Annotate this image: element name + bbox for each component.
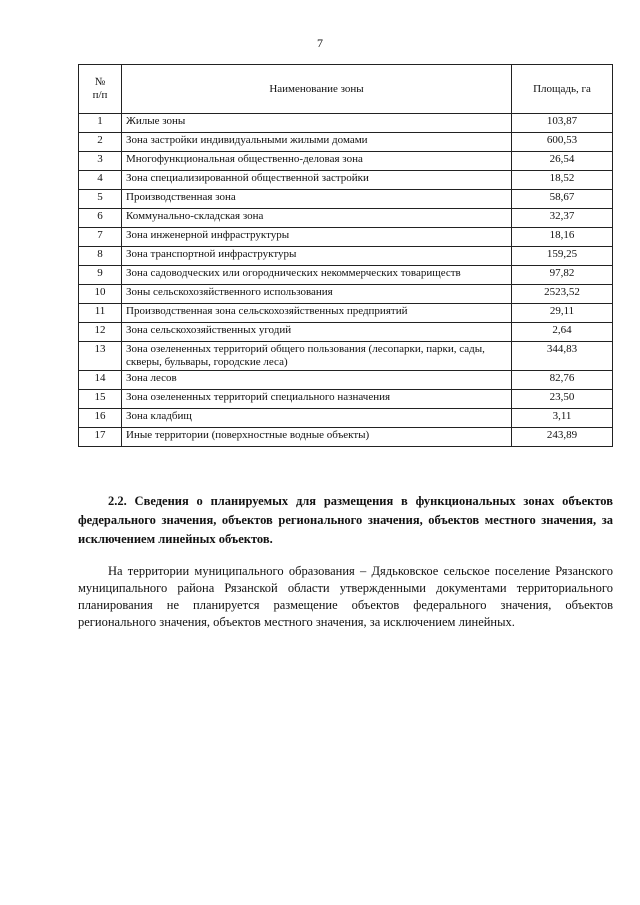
row-area: 344,83 [512,342,613,371]
row-number: 5 [79,190,122,209]
row-number: 2 [79,133,122,152]
row-zone-name: Зона озелененных территорий специального назначения [122,390,512,409]
row-area: 243,89 [512,428,613,447]
row-area: 32,37 [512,209,613,228]
section-heading: 2.2. Сведения о планируемых для размещения в функциональных зонах объектов федерального значения, объектов регионального значения, объектов местного значения, за исключением линейных объектов. [78,494,613,546]
table-row [79,304,613,323]
row-number: 14 [79,371,122,390]
table-row [79,409,613,428]
row-number: 4 [79,171,122,190]
row-area: 26,54 [512,152,613,171]
row-number: 16 [79,409,122,428]
row-zone-name: Производственная зона [122,190,512,209]
row-zone-name: Производственная зона сельскохозяйственных предприятий [122,304,512,323]
row-area: 97,82 [512,266,613,285]
row-zone-name: Зона специализированной общественной застройки [122,171,512,190]
header-number: № п/п [79,65,122,114]
row-zone-name: Зона транспортной инфраструктуры [122,247,512,266]
row-area: 18,52 [512,171,613,190]
table-row [79,228,613,247]
row-number: 11 [79,304,122,323]
row-number: 7 [79,228,122,247]
row-zone-name: Зона лесов [122,371,512,390]
table-row [79,342,613,371]
row-area: 159,25 [512,247,613,266]
table-row [79,209,613,228]
row-number: 1 [79,114,122,133]
row-number: 9 [79,266,122,285]
table-row [79,285,613,304]
zones-table [78,64,613,447]
row-zone-name: Зона садоводческих или огороднических некоммерческих товариществ [122,266,512,285]
table-header-row [79,65,613,114]
row-zone-name: Многофункциональная общественно-деловая зона [122,152,512,171]
row-area: 82,76 [512,371,613,390]
page-number: 7 [317,36,323,50]
row-zone-name: Иные территории (поверхностные водные объекты) [122,428,512,447]
row-number: 12 [79,323,122,342]
row-zone-name: Зона застройки индивидуальными жилыми домами [122,133,512,152]
table-row [79,247,613,266]
row-zone-name: Зона озелененных территорий общего пользования (лесопарки, парки, сады, скверы, бульвары, городские леса) [122,342,512,371]
table-row [79,114,613,133]
table-row [79,371,613,390]
row-number: 10 [79,285,122,304]
row-number: 3 [79,152,122,171]
row-zone-name: Зона инженерной инфраструктуры [122,228,512,247]
table-row [79,323,613,342]
row-area: 600,53 [512,133,613,152]
header-name: Наименование зоны [122,65,512,114]
row-zone-name: Коммунально-складская зона [122,209,512,228]
table-row [79,428,613,447]
table-row [79,390,613,409]
body-paragraph: На территории муниципального образования – Дядьковское сельское поселение Рязанского муниципального района Рязанской области утвержденными документами территориального планирования не планируется размещение объектов федерального значения, объектов регионального значения, объектов местного значения, за исключением линейных. [78,564,613,629]
row-zone-name: Зоны сельскохозяйственного использования [122,285,512,304]
table-row [79,152,613,171]
row-area: 29,11 [512,304,613,323]
row-area: 18,16 [512,228,613,247]
header-area: Площадь, га [512,65,613,114]
row-number: 8 [79,247,122,266]
row-number: 17 [79,428,122,447]
row-number: 15 [79,390,122,409]
table-row [79,190,613,209]
row-area: 3,11 [512,409,613,428]
row-area: 103,87 [512,114,613,133]
table-row [79,171,613,190]
table-row [79,133,613,152]
row-area: 23,50 [512,390,613,409]
row-zone-name: Жилые зоны [122,114,512,133]
row-number: 6 [79,209,122,228]
row-zone-name: Зона сельскохозяйственных угодий [122,323,512,342]
row-zone-name: Зона кладбищ [122,409,512,428]
row-area: 2523,52 [512,285,613,304]
row-area: 2,64 [512,323,613,342]
row-number: 13 [79,342,122,371]
table-row [79,266,613,285]
row-area: 58,67 [512,190,613,209]
